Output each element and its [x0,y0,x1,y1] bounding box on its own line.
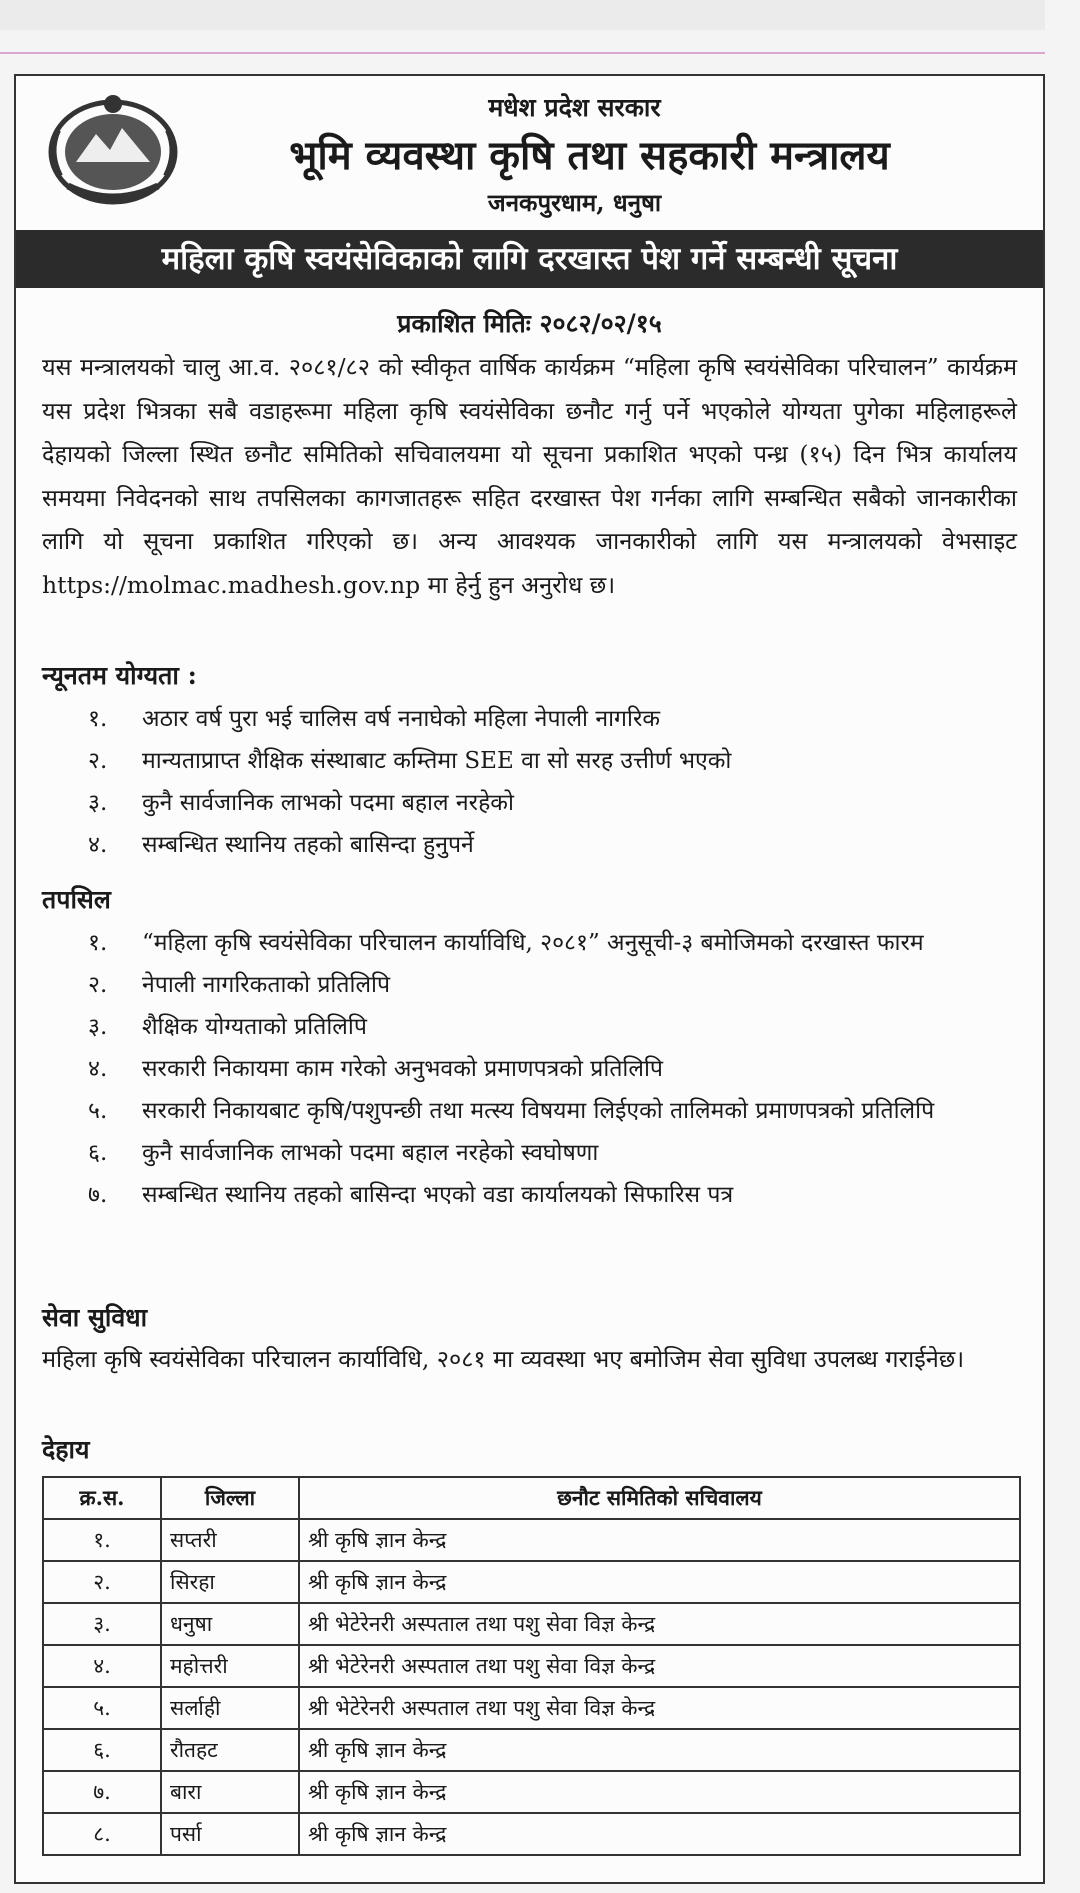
serial-cell: ४. [43,1645,161,1687]
list-text: नेपाली नागरिकताको प्रतिलिपि [142,972,391,998]
district-cell: सप्तरी [161,1519,299,1561]
list-number: ६. [88,1140,108,1166]
list-text: सम्बन्धित स्थानिय तहको बासिन्दा हुनुपर्ने [142,832,474,858]
serial-cell: ३. [43,1603,161,1645]
qualifications-title: न्यूनतम योग्यता : [42,661,197,690]
list-item [88,1174,1017,1216]
district-table [42,1476,1021,1856]
list-number: ७. [88,1182,108,1208]
table-row [43,1729,1020,1771]
district-cell: धनुषा [161,1603,299,1645]
list-item [88,698,1017,740]
list-item [88,922,1017,964]
list-item [88,1048,1017,1090]
serial-cell: ८. [43,1813,161,1855]
district-cell: बारा [161,1771,299,1813]
column-header-district: जिल्ला [161,1477,299,1519]
services-text: महिला कृषि स्वयंसेविका परिचालन कार्याविधि, २०८१ मा व्यवस्था भए बमोजिम सेवा सुविधा उपलब्ध गराईनेछ। [42,1345,965,1373]
list-number: १. [88,930,108,956]
table-row [43,1687,1020,1729]
published-date: प्रकाशित मितिः २०८२/०२/१५ [397,309,662,338]
list-text: “महिला कृषि स्वयंसेविका परिचालन कार्याविधि, २०८१” अनुसूची-३ बमोजिमको दरखास्त फारम [142,930,924,956]
top-bar [0,0,1045,30]
secretariat-cell: श्री कृषि ज्ञान केन्द्र [299,1813,1020,1855]
column-header-secretariat: छनौट समितिको सचिवालय [299,1477,1020,1519]
list-text: सरकारी निकायमा काम गरेको अनुभवको प्रमाणपत्रको प्रतिलिपि [142,1056,664,1082]
list-item [88,740,1017,782]
list-text: सरकारी निकायबाट कृषि/पशुपन्छी तथा मत्स्य विषयमा लिईएको तालिमको प्रमाणपत्रको प्रतिलिपि [142,1098,935,1124]
list-text: शैक्षिक योग्यताको प्रतिलिपि [142,1014,367,1040]
list-item [88,824,1017,866]
serial-cell: ६. [43,1729,161,1771]
list-number: ५. [88,1098,108,1124]
documents-list [88,922,1017,1216]
district-cell: सर्लाही [161,1687,299,1729]
column-header-serial: क्र.स. [43,1477,161,1519]
serial-cell: ७. [43,1771,161,1813]
list-text: सम्बन्धित स्थानिय तहको बासिन्दा भएको वडा कार्यालयको सिफारिस पत्र [142,1182,734,1208]
list-number: ४. [88,1056,108,1082]
services-title: सेवा सुविधा [42,1303,148,1332]
government-name: मधेश प्रदेश सरकार [488,93,661,122]
table-header-row [43,1477,1020,1519]
serial-cell: १. [43,1519,161,1561]
office-location: जनकपुरधाम, धनुषा [487,188,662,217]
table-row [43,1519,1020,1561]
list-item [88,782,1017,824]
list-text: कुनै सार्वजानिक लाभको पदमा बहाल नरहेको [142,790,514,816]
list-text: कुनै सार्वजानिक लाभको पदमा बहाल नरहेको स्वघोषणा [142,1140,599,1166]
secretariat-cell: श्री भेटेरेनरी अस्पताल तथा पशु सेवा विज्ञ केन्द्र [299,1645,1020,1687]
table-row [43,1561,1020,1603]
list-item [88,1006,1017,1048]
list-text: मान्यताप्राप्त शैक्षिक संस्थाबाट कम्तिमा SEE वा सो सरह उत्तीर्ण भएको [142,748,732,774]
district-cell: महोत्तरी [161,1645,299,1687]
divider-line [0,52,1045,54]
table-row [43,1771,1020,1813]
notice-title: महिला कृषि स्वयंसेविकाको लागि दरखास्त पेश गर्ने सम्बन्धी सूचना [16,230,1043,288]
secretariat-cell: श्री भेटेरेनरी अस्पताल तथा पशु सेवा विज्ञ केन्द्र [299,1687,1020,1729]
qualifications-list [88,698,1017,866]
notice-body-paragraph: यस मन्त्रालयको चालु आ.व. २०८१/८२ को स्वीकृत वार्षिक कार्यक्रम “महिला कृषि स्वयंसेविका परिचालन” कार्यक्रम यस प्रदेश भित्रका सबै वडाहरूमा महिला कृषि स्वयंसेविका छनौट गर्नु पर्ने भएकोले योग्यता पुगेका महिलाहरूले देहायको जिल्ला स्थित छनौट समितिको सचिवालयमा यो सूचना प्रकाशित भएको पन्ध्र (१५) दिन भित्र कार्यालय समयमा निवेदनको साथ तपसिलका कागजातहरू सहित दरखास्त पेश गर्नका लागि सम्बन्धित सबैको जानकारीका लागि यो सूचना प्रकाशित गरिएको छ। अन्य आवश्यक जानकारीको लागि यस मन्त्रालयको वेभसाइट https://molmac.madhesh.gov.np मा हेर्नु हुन अनुरोध छ। [42,353,1017,599]
district-cell: सिरहा [161,1561,299,1603]
secretariat-cell: श्री कृषि ज्ञान केन्द्र [299,1561,1020,1603]
list-item [88,964,1017,1006]
table-row [43,1813,1020,1855]
secretariat-cell: श्री कृषि ज्ञान केन्द्र [299,1771,1020,1813]
district-cell: रौतहट [161,1729,299,1771]
district-cell: पर्सा [161,1813,299,1855]
serial-cell: ५. [43,1687,161,1729]
list-number: २. [88,972,108,998]
list-number: १. [88,706,108,732]
list-item [88,1132,1017,1174]
list-item [88,1090,1017,1132]
secretariat-cell: श्री कृषि ज्ञान केन्द्र [299,1729,1020,1771]
table-row [43,1645,1020,1687]
table-title: देहाय [42,1435,90,1464]
list-number: ४. [88,832,108,858]
notice-header [16,76,1043,226]
table-row [43,1603,1020,1645]
list-number: २. [88,748,108,774]
list-number: ३. [88,790,108,816]
serial-cell: २. [43,1561,161,1603]
list-number: ३. [88,1014,108,1040]
secretariat-cell: श्री भेटेरेनरी अस्पताल तथा पशु सेवा विज्ञ केन्द्र [299,1603,1020,1645]
ministry-name: भूमि व्यवस्था कृषि तथा सहकारी मन्त्रालय [289,132,890,179]
list-text: अठार वर्ष पुरा भई चालिस वर्ष ननाघेको महिला नेपाली नागरिक [142,706,661,732]
notice-document [14,74,1045,1884]
secretariat-cell: श्री कृषि ज्ञान केन्द्र [299,1519,1020,1561]
documents-title: तपसिल [42,885,111,914]
